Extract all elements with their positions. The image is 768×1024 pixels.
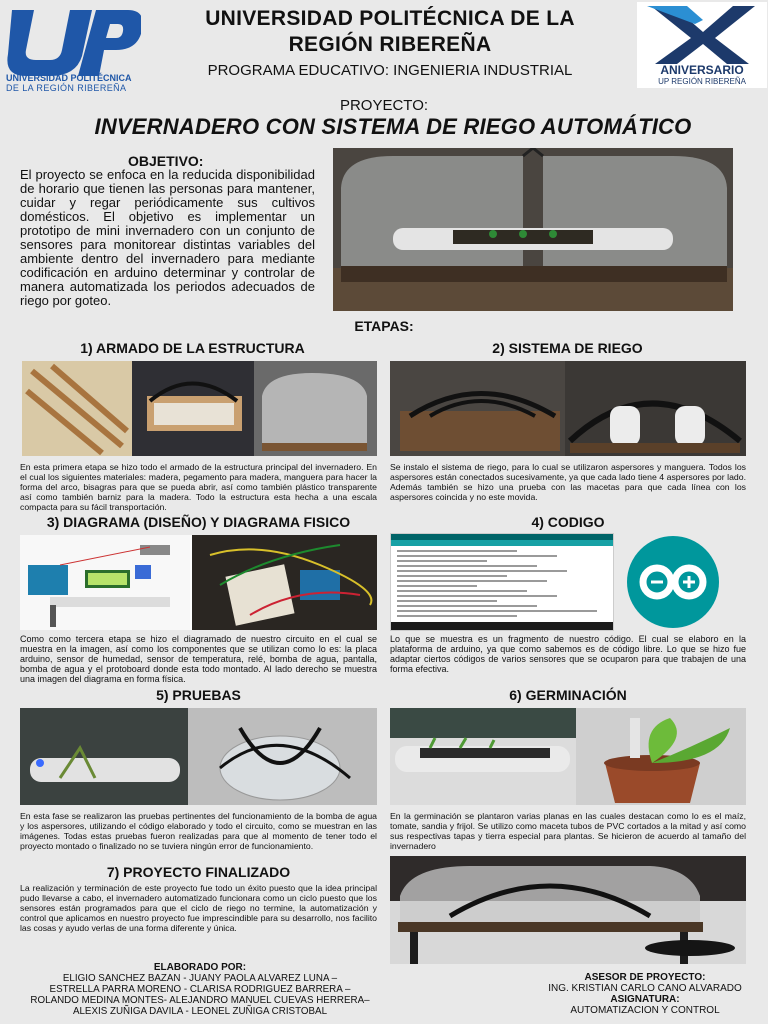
stage-2-text: Se instalo el sistema de riego, para lo cual se utilizaron aspersores y manguera. Todos los aspersores están conectados sucesivamente, ya que cada lado tiene 4 aspersores por lado. Además también se hizo una prueba con las macetas para que cada línea con los aspersores coincida y no este movida. — [390, 462, 746, 502]
authors-line-1: ELIGIO SANCHEZ BAZAN - JUANY PAOLA ALVAREZ LUNA – — [62, 973, 338, 984]
stage-1-text: En esta primera etapa se hizo todo el armado de la estructura principal del invernadero. En el cual los siguientes materiales: madera, pegamento para madera, manguera para hacer la forma del arco, bisagras para que se pueda abrir, así como también plástico transparente así como también barniz para la madera. Todo la estructura esta hecha a una escala compacta para su fácil transportación. — [20, 462, 377, 512]
code-screenshot — [390, 533, 614, 631]
stage-6-heading: 6) GERMINACIÓN — [509, 687, 627, 703]
authors-line-3: ROLANDO MEDINA MONTES- ALEJANDRO MANUEL CUEVAS HERRERA– — [30, 995, 370, 1006]
stage-4-heading: 4) CODIGO — [531, 514, 605, 530]
roman-ten-icon — [637, 2, 767, 66]
stage-4-text: Lo que se muestra es un fragmento de nuestro código. El cual se elaboro en la plataforma de arduino, ya que como sabemos es de código libre. Lo que se hizo fue adaptar ciertos códigos de varios sensores que se ocuparon para que trabajen de una forma efectiva. — [390, 634, 746, 674]
authors-heading: ELABORADO POR: — [153, 962, 247, 973]
stage-2-photos — [390, 361, 746, 456]
anniversary-text: ANIVERSARIO — [660, 63, 744, 77]
stage-2-heading: 2) SISTEMA DE RIEGO — [492, 340, 643, 356]
stage-3-photos — [20, 535, 377, 630]
logo-text-2: DE LA REGIÓN RIBEREÑA — [6, 83, 127, 93]
program-label: PROGRAMA EDUCATIVO: INGENIERIA INDUSTRIAL — [207, 62, 573, 79]
anniversary-subtext: UP REGIÓN RIBEREÑA — [658, 77, 746, 86]
subject-name: AUTOMATIZACION Y CONTROL — [570, 1005, 720, 1016]
stage-1-photos — [22, 361, 377, 456]
advisor-name: ING. KRISTIAN CARLO CANO ALVARADO — [548, 983, 742, 994]
anniversary-logo — [637, 2, 767, 88]
stage-5-text: En esta fase se realizaron las pruebas pertinentes del funcionamiento de la bomba de agua y los aspersores, utilizando el código elaborado y todo el circuito, como se muestran en las imágenes. Todas estas pruebas fueron realizadas para que al momento de tener todo el proyecto montado o finalizado no se tuviera ningún error de funcionamiento. — [20, 811, 377, 851]
stage-5-photos — [20, 708, 377, 805]
logo-text-1: UNIVERSIDAD POLITÉCNICA — [6, 73, 132, 83]
stage-7-text: La realización y terminación de este proyecto fue todo un éxito puesto que la idea principal pudo llevarse a cabo, el invernadero automatizado funcionara como un ciclo puesto que los sensores están programados para que el ciclo de riego no termine, la automatización y control que aplicamos en nuestro proyecto fue imprescindible para su desarrollo, nos facilito las cosas y ayudo verlas de una forma diferente y única. — [20, 883, 377, 933]
university-name-line2: REGIÓN RIBEREÑA — [288, 33, 492, 56]
authors-line-4: ALEXIS ZUÑIGA DAVILA - LEONEL ZUÑIGA CRISTOBAL — [72, 1006, 328, 1017]
stage-6-photos — [390, 708, 746, 805]
project-title: INVERNADERO CON SISTEMA DE RIEGO AUTOMÁTICO — [94, 114, 692, 139]
stage-7-heading: 7) PROYECTO FINALIZADO — [106, 864, 291, 880]
stage-5-heading: 5) PRUEBAS — [156, 687, 241, 703]
up-logo-mark — [6, 6, 141, 78]
stages-heading: ETAPAS: — [354, 318, 414, 334]
objective-heading: OBJETIVO: — [128, 153, 204, 169]
project-label: PROYECTO: — [339, 97, 429, 114]
university-name — [160, 6, 620, 58]
stage-3-heading: 3) DIAGRAMA (DISEÑO) Y DIAGRAMA FISICO — [46, 514, 351, 530]
finished-project-photo — [390, 856, 746, 964]
authors-line-2: ESTRELLA PARRA MORENO - CLARISA RODRIGUEZ BARRERA – — [49, 984, 351, 995]
stage-1-heading: 1) ARMADO DE LA ESTRUCTURA — [80, 340, 305, 356]
objective-text: El proyecto se enfoca en la reducida disponibilidad de horario que tienen las personas para mantener, cuidar y regar periódicamente sus cultivos domésticos. El objetivo es implementar un prototipo de mini invernadero con un conjunto de sensores para monitorear distintas variables del ambiente dentro del invernadero para mediante codificación en arduino determinar y controlar de manera automatizada los periodos adecuados de riego por goteo. — [20, 167, 315, 308]
stage-6-text: En la germinación se plantaron varias planas en las cuales destacan como lo es el maíz, tomate, sandia y frijol. Se utilizo como maceta tubos de PVC cortados a la mitad y así como sus respectivas tapas y tierra especial para plantas. Se hicieron de acuerdo al tamaño del invernadero — [390, 811, 746, 851]
stage-3-text: Como como tercera etapa se hizo el diagramado de nuestro circuito en el cual se muestra en la imagen, así como los componentes que se utilizan como lo es: la placa arduino, sensor de humedad, sensor de temperatura, relé, bomba de agua, pantalla, bomba de agua y el protoboard donde esta todo montado. Al lado derecho se muestra una imagen del diagrama en forma física. — [20, 634, 377, 684]
university-name-line1: UNIVERSIDAD POLITÉCNICA DE LA — [205, 7, 575, 30]
advisor-block — [520, 972, 768, 1016]
advisor-heading: ASESOR DE PROYECTO: — [584, 972, 706, 983]
university-logo — [6, 6, 141, 94]
authors-list — [0, 973, 400, 1017]
arduino-logo-icon — [627, 536, 719, 628]
greenhouse-photo — [333, 148, 733, 311]
subject-heading: ASIGNATURA: — [610, 994, 680, 1005]
